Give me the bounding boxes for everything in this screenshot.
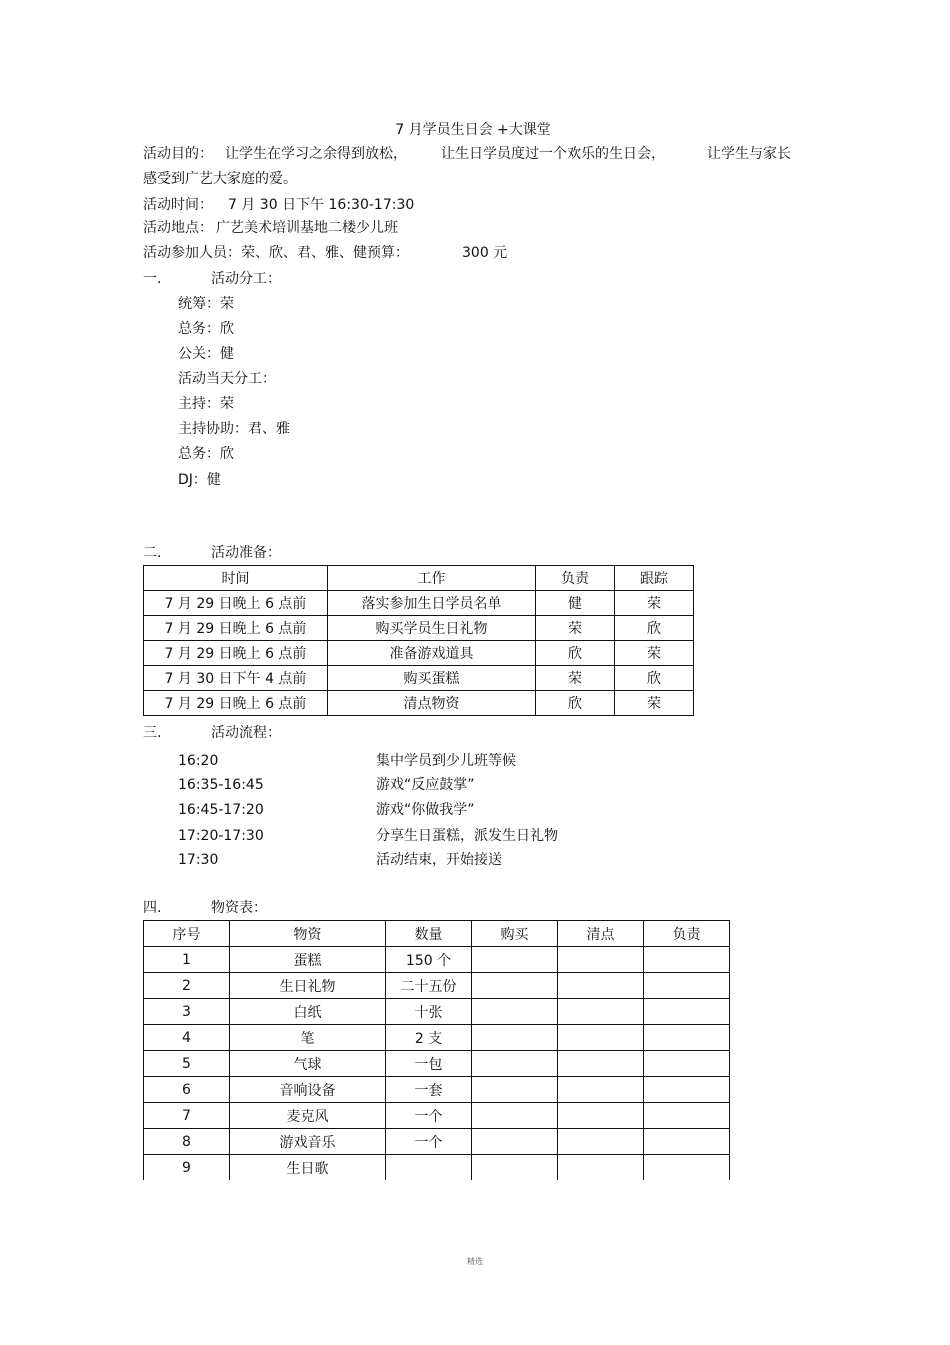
table-row	[144, 1103, 730, 1129]
section3-title: 活动流程：	[211, 725, 281, 741]
table-header-row	[144, 566, 694, 591]
purpose-text-3: 让学生与家长	[707, 146, 791, 162]
table-cell	[558, 1051, 644, 1077]
table-cell: 购买蛋糕	[328, 666, 536, 691]
section4-number: 四.	[143, 900, 162, 916]
table-cell: 2 支	[386, 1025, 472, 1051]
table-cell: 150 个	[386, 947, 472, 973]
table-header-cell: 购买	[472, 921, 558, 947]
table-cell: 7 月 29 日晚上 6 点前	[144, 591, 328, 616]
purpose-label: 活动目的：	[143, 146, 213, 162]
section2-number: 二.	[143, 545, 162, 561]
table-cell: 6	[144, 1077, 230, 1103]
table-row	[144, 616, 694, 641]
schedule-time: 16:20	[178, 753, 219, 769]
table-cell	[558, 1103, 644, 1129]
purpose-text-1: 让学生在学习之余得到放松，	[225, 146, 407, 162]
table-cell	[644, 1077, 730, 1103]
table-cell: 笔	[230, 1025, 386, 1051]
table-cell: 清点物资	[328, 691, 536, 716]
table-cell	[472, 1051, 558, 1077]
division-line: 活动当天分工：	[178, 371, 276, 387]
purpose-text-line2: 感受到广艺大家庭的爱。	[143, 171, 297, 187]
location-value: 广艺美术培训基地二楼少儿班	[216, 220, 398, 236]
table-cell	[644, 1129, 730, 1155]
table-cell	[472, 1129, 558, 1155]
division-line: 总务：欣	[178, 446, 234, 462]
table-header-cell: 工作	[328, 566, 536, 591]
table-cell: 音响设备	[230, 1077, 386, 1103]
table-cell: 麦克风	[230, 1103, 386, 1129]
page-title: 7 月学员生日会 +大课堂	[395, 122, 551, 138]
table-row	[144, 999, 730, 1025]
table-cell	[558, 1077, 644, 1103]
table-cell	[472, 1103, 558, 1129]
table-cell	[558, 1155, 644, 1181]
purpose-text-2: 让生日学员度过一个欢乐的生日会，	[441, 146, 665, 162]
table-cell: 7 月 29 日晚上 6 点前	[144, 691, 328, 716]
table-cell: 落实参加生日学员名单	[328, 591, 536, 616]
schedule-time: 17:30	[178, 852, 219, 868]
table-cell: 一套	[386, 1077, 472, 1103]
division-line: 统筹：荣	[178, 296, 234, 312]
table-cell: 购买学员生日礼物	[328, 616, 536, 641]
table-cell: 4	[144, 1025, 230, 1051]
table-cell: 健	[536, 591, 615, 616]
table-header-cell: 跟踪	[615, 566, 694, 591]
page-footer: 精选	[467, 1257, 483, 1266]
table-cell: 荣	[536, 616, 615, 641]
table-header-cell: 时间	[144, 566, 328, 591]
time-label: 活动时间：	[143, 197, 213, 213]
table-cell: 欣	[536, 691, 615, 716]
table-cell	[558, 1025, 644, 1051]
table-header-cell: 序号	[144, 921, 230, 947]
table-cell	[558, 947, 644, 973]
schedule-desc: 分享生日蛋糕，派发生日礼物	[376, 828, 558, 844]
table-row	[144, 973, 730, 999]
table-cell: 7 月 30 日下午 4 点前	[144, 666, 328, 691]
table-row	[144, 591, 694, 616]
table-cell: 十张	[386, 999, 472, 1025]
schedule-time: 16:35-16:45	[178, 777, 264, 793]
table-cell	[472, 973, 558, 999]
table-row	[144, 666, 694, 691]
participants-text: 活动参加人员：荣、欣、君、雅、健预算：	[143, 245, 409, 261]
table-header-row	[144, 921, 730, 947]
table-cell: 8	[144, 1129, 230, 1155]
table-cell: 3	[144, 999, 230, 1025]
location-label: 活动地点：	[143, 220, 213, 236]
materials-table	[143, 920, 730, 1180]
table-row	[144, 1129, 730, 1155]
section4-title: 物资表：	[211, 900, 267, 916]
division-line: 公关：健	[178, 346, 234, 362]
table-cell	[472, 1077, 558, 1103]
table-cell	[644, 973, 730, 999]
table-row	[144, 1155, 730, 1181]
section3-number: 三.	[143, 725, 162, 741]
table-cell	[558, 973, 644, 999]
table-cell: 欣	[615, 616, 694, 641]
table-cell: 一个	[386, 1103, 472, 1129]
table-cell: 气球	[230, 1051, 386, 1077]
section2-title: 活动准备：	[211, 545, 281, 561]
table-row	[144, 1077, 730, 1103]
section1-title: 活动分工：	[211, 271, 281, 287]
table-cell: 一包	[386, 1051, 472, 1077]
section1-number: 一.	[143, 271, 162, 287]
table-cell: 生日礼物	[230, 973, 386, 999]
table-cell	[472, 1025, 558, 1051]
schedule-desc: 活动结束，开始接送	[376, 852, 502, 868]
table-cell: 5	[144, 1051, 230, 1077]
schedule-time: 17:20-17:30	[178, 828, 264, 844]
table-cell	[386, 1155, 472, 1181]
table-cell: 1	[144, 947, 230, 973]
table-cell: 蛋糕	[230, 947, 386, 973]
table-cell	[472, 999, 558, 1025]
table-cell	[644, 1103, 730, 1129]
table-header-cell: 物资	[230, 921, 386, 947]
schedule-desc: 集中学员到少儿班等候	[376, 753, 516, 769]
division-line: 总务：欣	[178, 321, 234, 337]
table-cell: 白纸	[230, 999, 386, 1025]
table-cell: 7 月 29 日晚上 6 点前	[144, 641, 328, 666]
table-cell	[644, 999, 730, 1025]
table-cell	[644, 1025, 730, 1051]
table-row	[144, 691, 694, 716]
table-cell: 生日歌	[230, 1155, 386, 1181]
table-cell: 游戏音乐	[230, 1129, 386, 1155]
preparation-table	[143, 565, 694, 716]
table-cell: 准备游戏道具	[328, 641, 536, 666]
table-row	[144, 1051, 730, 1077]
budget-value: 300 元	[462, 245, 508, 261]
table-cell: 9	[144, 1155, 230, 1181]
table-cell: 欣	[536, 641, 615, 666]
table-cell	[472, 947, 558, 973]
schedule-time: 16:45-17:20	[178, 802, 264, 818]
table-row	[144, 641, 694, 666]
table-cell	[644, 1155, 730, 1181]
division-line: 主持：荣	[178, 396, 234, 412]
table-header-cell: 负责	[644, 921, 730, 947]
table-cell: 2	[144, 973, 230, 999]
division-line: DJ：健	[178, 472, 221, 488]
table-cell: 荣	[615, 591, 694, 616]
table-row	[144, 1025, 730, 1051]
table-cell	[558, 999, 644, 1025]
table-cell: 一个	[386, 1129, 472, 1155]
table-cell: 二十五份	[386, 973, 472, 999]
division-line: 主持协助：君、雅	[178, 421, 290, 437]
table-cell: 7 月 29 日晚上 6 点前	[144, 616, 328, 641]
table-header-cell: 负责	[536, 566, 615, 591]
table-cell	[472, 1155, 558, 1181]
table-cell: 7	[144, 1103, 230, 1129]
table-header-cell: 清点	[558, 921, 644, 947]
table-cell: 欣	[615, 666, 694, 691]
table-cell	[644, 1051, 730, 1077]
schedule-desc: 游戏“反应鼓掌”	[376, 777, 475, 793]
table-cell: 荣	[615, 691, 694, 716]
table-header-cell: 数量	[386, 921, 472, 947]
time-value: 7 月 30 日下午 16:30-17:30	[228, 197, 415, 213]
table-cell: 荣	[615, 641, 694, 666]
schedule-desc: 游戏“你做我学”	[376, 802, 475, 818]
table-cell: 荣	[536, 666, 615, 691]
table-cell	[558, 1129, 644, 1155]
table-row	[144, 947, 730, 973]
table-cell	[644, 947, 730, 973]
